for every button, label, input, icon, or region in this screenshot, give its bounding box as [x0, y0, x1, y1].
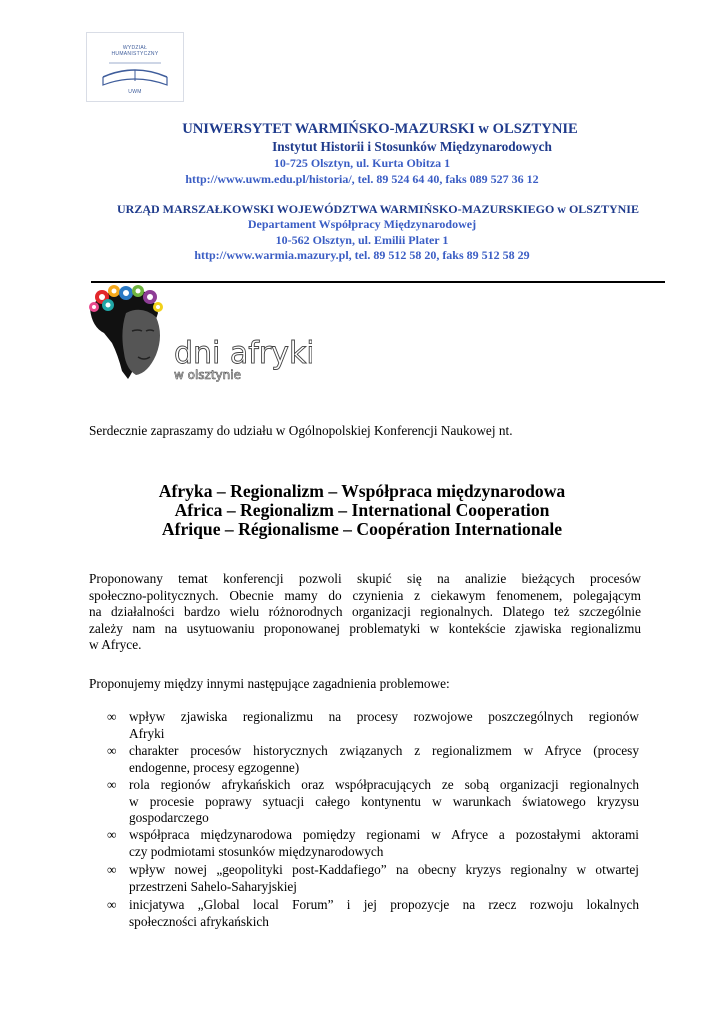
infinity-bullet-icon: ∞ [107, 862, 117, 877]
intro-line: Proponowany temat konferencji pozwoli skupić się na analizie bieżących procesów [89, 571, 641, 586]
logo-line-1: WYDZIAŁ [122, 45, 148, 51]
list-item [0, 777, 724, 825]
list-item-line: współpraca międzynarodowa pomiędzy regionami w Afryce a pozostałymi aktorami [129, 827, 639, 842]
list-item [0, 827, 724, 859]
list-item-line: inicjatywa „Global local Forum” i jej propozycje na rzecz rozwoju lokalnych [129, 897, 639, 912]
title-pl: Afryka – Regionalizm – Współpraca międzynarodowa [158, 481, 566, 501]
list-item [0, 743, 724, 775]
intro-line: na działalności bardzo wielu różnorodnych organizacji regionalnych. Dlatego też szczególnie [89, 604, 641, 619]
topics-intro: Proponujemy między innymi następujące zagadnienia problemowe: [89, 676, 450, 691]
department-name: Departament Współpracy Międzynarodowej [247, 217, 477, 231]
list-item-line: w procesie poprawy sytuacji całego kontynentu w warunkach światowego kryzysu [129, 793, 639, 809]
infinity-bullet-icon: ∞ [107, 827, 117, 842]
institute-address: 10-725 Olsztyn, ul. Kurta Obitza 1 [273, 156, 451, 170]
list-item [0, 897, 724, 929]
intro-paragraph [89, 571, 641, 654]
infinity-bullet-icon: ∞ [107, 897, 117, 912]
infinity-bullet-icon: ∞ [107, 743, 117, 758]
list-item-line: wpływ zjawiska regionalizmu na procesy rozwojowe poszczególnych regionów [129, 709, 639, 724]
dni-afryki-logo [82, 283, 312, 393]
list-item [0, 709, 724, 741]
list-item-line: wpływ nowej „geopolityki post-Kaddafiego” na obecny kryzys regionalny w otwartej [129, 862, 639, 877]
faculty-logo [86, 32, 184, 102]
infinity-bullet-icon: ∞ [107, 777, 117, 792]
office-address: 10-562 Olsztyn, ul. Emilii Plater 1 [275, 233, 449, 247]
logo-line-3: UWM [128, 89, 142, 95]
list-item-line: czy podmiotami stosunków międzynarodowych [129, 843, 384, 859]
university-name: UNIWERSYTET WARMIŃSKO-MAZURSKI w OLSZTYNIE [182, 121, 578, 137]
list-item-line: społeczności afrykańskich [129, 913, 269, 929]
institute-contact: http://www.uwm.edu.pl/historia/, tel. 89 524 64 40, faks 089 527 36 12 [185, 172, 539, 186]
list-item [0, 862, 724, 894]
title-fr: Afrique – Régionalisme – Coopération Internationale [161, 519, 563, 539]
intro-line: w Afryce. [89, 637, 142, 652]
office-contact: http://www.warmia.mazury.pl, tel. 89 512 58 20, faks 89 512 58 29 [194, 248, 530, 262]
office-name: URZĄD MARSZAŁKOWSKI WOJEWÓDZTWA WARMIŃSKO-MAZURSKIEGO w OLSZTYNIE [117, 202, 639, 216]
list-item-line: endogenne, procesy egzogenne) [129, 759, 300, 775]
infinity-bullet-icon: ∞ [107, 709, 117, 724]
title-en: Africa – Regionalizm – International Cooperation [174, 500, 550, 520]
africa-face-icon [82, 283, 312, 393]
logo-line-2: HUMANISTYCZNY [111, 51, 159, 57]
intro-line: społeczno-politycznych. Obecnie mamy do czynienia z ciekawym fenomenem, polegającym [89, 587, 641, 603]
intro-line: zależy nam na usytuowaniu proponowanej problematyki w kontekście zjawiska regionalizmu [89, 620, 641, 636]
list-item-line: charakter procesów historycznych związanych z regionalizmem w Afryce (procesy [129, 743, 639, 758]
institute-name: Instytut Historii i Stosunków Międzynarodowych [272, 139, 552, 154]
list-item-line: gospodarczego [129, 810, 209, 825]
list-item-line: Afryki [129, 725, 165, 741]
dni-afryki-city: w olsztynie [174, 368, 241, 382]
invitation-text: Serdecznie zapraszamy do udziału w Ogólnopolskiej Konferencji Naukowej nt. [89, 423, 513, 438]
list-item-line: rola regionów afrykańskich oraz współpracujących ze sobą organizacji regionalnych [129, 777, 639, 792]
dni-afryki-title: dni afryki [174, 336, 312, 371]
list-item-line: przestrzeni Sahelo-Saharyjskiej [129, 878, 297, 894]
